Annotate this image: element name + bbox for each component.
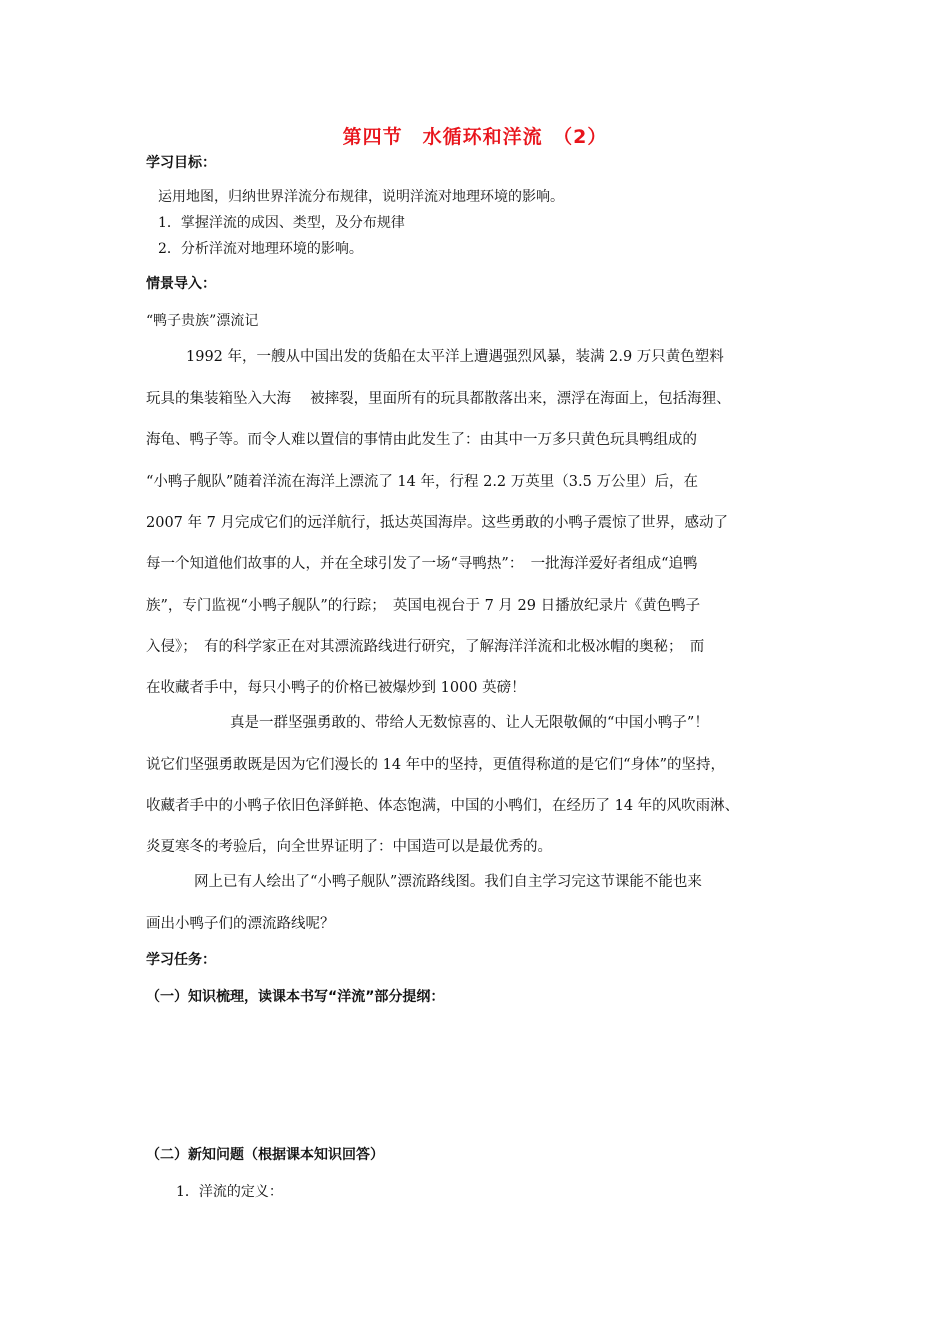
- story-line: 收藏者手中的小鸭子依旧色泽鲜艳、体态饱满，中国的小鸭们，在经历了 14 年的风吹雨淋、: [146, 798, 740, 814]
- story-line: 每一个知道他们故事的人，并在全球引发了一场“寻鸭热”： 一批海洋爱好者组成“追鸭: [146, 556, 698, 572]
- goals-intro: 运用地图，归纳世界洋流分布规律，说明洋流对地理环境的影响。: [158, 189, 564, 205]
- story-line: 网上已有人绘出了“小鸭子舰队”漂流路线图。我们自主学习完这节课能不能也来: [194, 874, 702, 890]
- page-title: 第四节 水循环和洋流 （2）: [342, 126, 608, 148]
- task-part-2: （二）新知问题（根据课本知识回答）: [146, 1147, 384, 1163]
- story-line: 入侵》； 有的科学家正在对其漂流路线进行研究，了解海洋洋流和北极冰帽的奥秘； 而: [146, 639, 705, 655]
- scene-heading: 情景导入：: [146, 276, 216, 292]
- story-line: 画出小鸭子们的漂流路线呢？: [146, 916, 335, 932]
- story-line: “小鸭子舰队”随着洋流在海洋上漂流了 14 年，行程 2.2 万英里（3.5 万公里）后，在: [146, 474, 698, 490]
- goals-item-1: 1．掌握洋流的成因、类型，及分布规律: [158, 215, 405, 231]
- story-line: 海龟、鸭子等。而令人难以置信的事情由此发生了：由其中一万多只黄色玩具鸭组成的: [146, 432, 697, 448]
- story-line: 真是一群坚强勇敢的、带给人无数惊喜的、让人无限敬佩的“中国小鸭子”！: [230, 715, 709, 731]
- story-line: 在收藏者手中，每只小鸭子的价格已被爆炒到 1000 英磅！: [146, 680, 526, 696]
- story-line: 炎夏寒冬的考验后，向全世界证明了：中国造可以是最优秀的。: [146, 839, 552, 855]
- story-line: 族”，专门监视“小鸭子舰队”的行踪； 英国电视台于 7 月 29 日播放纪录片《黄色鸭子: [146, 598, 701, 614]
- tasks-heading: 学习任务：: [146, 952, 216, 968]
- story-title: “鸭子贵族”漂流记: [146, 313, 259, 329]
- task-part-1: （一）知识梳理，读课本书写“洋流”部分提纲：: [146, 989, 445, 1005]
- goals-item-2: 2．分析洋流对地理环境的影响。: [158, 241, 363, 257]
- story-line: 玩具的集装箱坠入大海 被摔裂，里面所有的玩具都散落出来，漂浮在海面上，包括海狸、: [146, 391, 731, 407]
- story-line: 2007 年 7 月完成它们的远洋航行，抵达英国海岸。这些勇敢的小鸭子震惊了世界，感动了: [146, 515, 728, 531]
- goals-heading: 学习目标：: [146, 155, 216, 171]
- story-line: 1992 年，一艘从中国出发的货船在太平洋上遭遇强烈风暴，装满 2.9 万只黄色塑料: [186, 349, 724, 365]
- story-line: 说它们坚强勇敢既是因为它们漫长的 14 年中的坚持，更值得称道的是它们“身体”的坚持，: [146, 757, 725, 773]
- question-1: 1．洋流的定义：: [176, 1184, 283, 1200]
